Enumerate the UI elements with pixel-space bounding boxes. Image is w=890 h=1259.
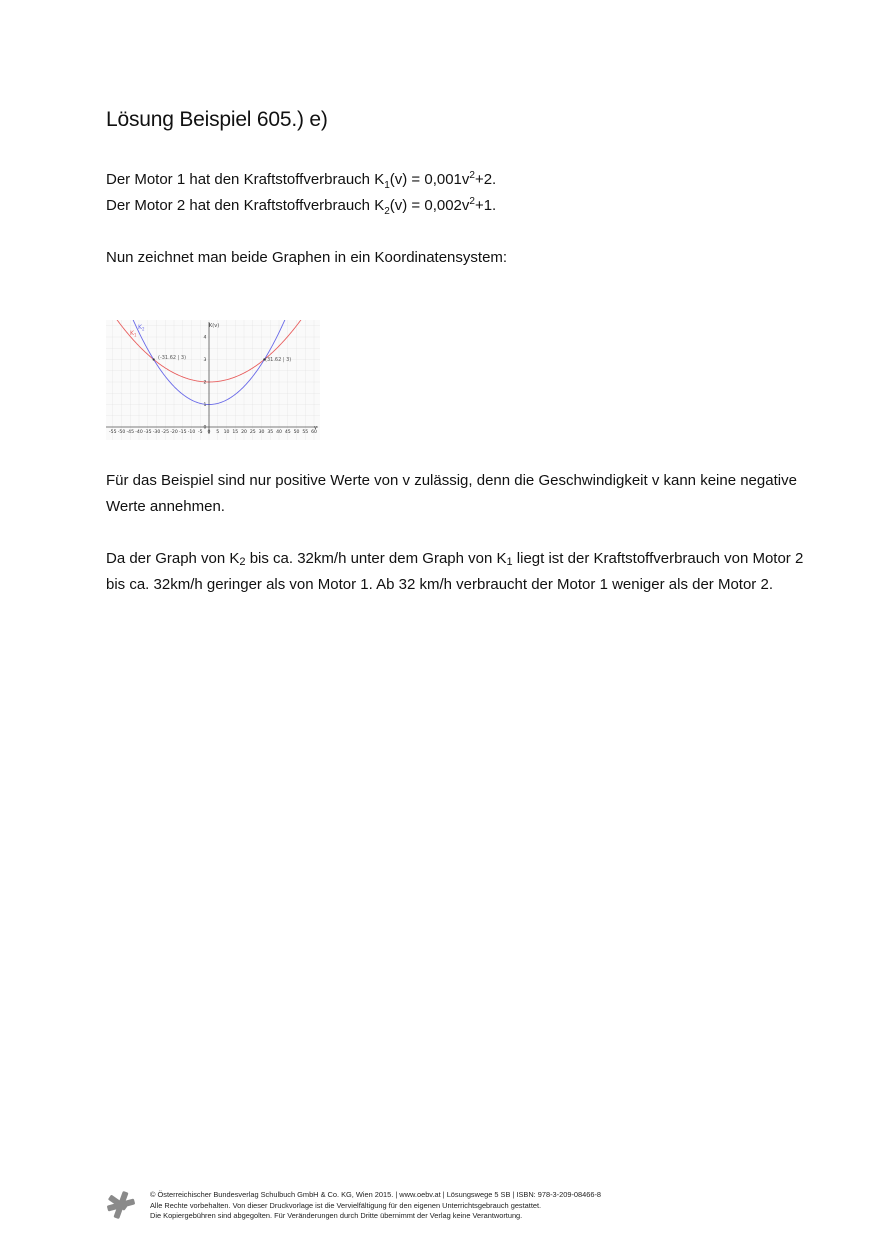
comparison-part2: bis ca. 32km/h unter dem Graph von K bbox=[245, 550, 507, 567]
x-tick-label: -5 bbox=[197, 430, 203, 435]
y-tick-label: 4 bbox=[203, 335, 207, 341]
footer-rights: Alle Rechte vorbehalten. Von dieser Druckvorlage ist die Vervielfältigung für den eigenen Unterrichtsgebrauch gestattet. bbox=[150, 1200, 542, 1210]
footer-disclaimer: Die Kopiergebühren sind abgegolten. Für Veränderungen durch Dritte übernimmt der Verlag keine Verantwortung. bbox=[150, 1211, 523, 1220]
motor1-middle: (v) = 0,001v bbox=[389, 171, 470, 188]
point-right-label: (31.62 | 3) bbox=[265, 357, 292, 363]
motor1-superscript: 2 bbox=[469, 170, 475, 181]
comparison-part1: Da der Graph von K bbox=[106, 550, 240, 567]
x-tick-label: 50 bbox=[293, 430, 300, 435]
x-tick-label: 0 bbox=[207, 430, 211, 435]
motor1-subscript: 1 bbox=[384, 180, 390, 191]
x-tick-label: 60 bbox=[311, 430, 317, 435]
page-title: Lösung Beispiel 605.) e) bbox=[106, 108, 328, 131]
x-tick-label: 45 bbox=[284, 430, 291, 435]
x-tick-label: 30 bbox=[258, 430, 265, 435]
curve-label-k2: $K_2$ bbox=[138, 324, 145, 332]
paragraph-comparison bbox=[106, 546, 806, 598]
point-left-label: (-31.62 | 3) bbox=[158, 355, 187, 361]
curve-label-k2-sub: 2 bbox=[141, 326, 145, 332]
intro-text: Nun zeichnet man beide Graphen in ein Koordinatensystem: bbox=[106, 249, 508, 266]
graph-svg bbox=[106, 320, 320, 440]
motor2-prefix: Der Motor 2 hat den Kraftstoffverbrauch K bbox=[106, 197, 385, 214]
x-tick-label: -35 bbox=[143, 430, 152, 435]
function-graph bbox=[106, 320, 320, 440]
motor2-subscript: 2 bbox=[384, 206, 390, 217]
comparison-part3: liegt ist der Kraftstoffverbrauch von Motor 2 bis ca. 32km/h geringer als von Motor 1. Ab 32 km/h verbraucht der Motor 1 weniger als der Motor 2. bbox=[106, 550, 804, 593]
y-tick-label: 2 bbox=[203, 380, 207, 386]
curve-label-k1-sub: 1 bbox=[133, 332, 137, 338]
motor1-prefix: Der Motor 1 hat den Kraftstoffverbrauch K bbox=[106, 171, 385, 188]
motor2-suffix: +1. bbox=[474, 197, 497, 214]
y-tick-labels bbox=[204, 335, 207, 431]
x-tick-label: -45 bbox=[126, 430, 135, 435]
x-axis-label: v bbox=[314, 425, 317, 431]
comparison-sub2: 1 bbox=[506, 556, 513, 568]
x-tick-label: 40 bbox=[276, 430, 282, 435]
paragraph-positive-values: Für das Beispiel sind nur positive Werte von v zulässig, denn die Geschwindigkeit v kann keine negative Werte annehmen. bbox=[106, 472, 797, 515]
x-tick-label: -50 bbox=[117, 430, 126, 435]
oebv-logo-icon bbox=[106, 1190, 136, 1220]
x-tick-label: -55 bbox=[108, 430, 117, 435]
y-axis-label: K(v) bbox=[209, 323, 220, 329]
graph-grid bbox=[106, 320, 320, 440]
motor2-superscript: 2 bbox=[469, 196, 475, 207]
footer-copyright: © Österreichischer Bundesverlag Schulbuch GmbH & Co. KG, Wien 2015. | www.oebv.at | Lösungswege 5 SB | ISBN: 978-3-209-08466-8 bbox=[150, 1190, 602, 1199]
x-tick-label: -40 bbox=[135, 430, 143, 435]
page-footer bbox=[106, 1188, 806, 1228]
x-tick-label: 10 bbox=[223, 430, 230, 435]
x-tick-label: -15 bbox=[178, 430, 187, 435]
footer-text bbox=[150, 1190, 601, 1222]
y-tick-label: 3 bbox=[203, 358, 207, 364]
x-tick-label: 25 bbox=[249, 430, 256, 435]
x-tick-label: 15 bbox=[232, 430, 239, 435]
y-tick-label: 0 bbox=[203, 425, 207, 431]
x-tick-labels bbox=[109, 429, 317, 435]
x-tick-label: 55 bbox=[302, 430, 309, 435]
x-tick-label: -30 bbox=[152, 430, 161, 435]
x-tick-label: 35 bbox=[267, 430, 274, 435]
x-tick-label: 5 bbox=[216, 430, 220, 435]
motor1-suffix: +2. bbox=[474, 171, 497, 188]
x-tick-label: -25 bbox=[161, 430, 170, 435]
motor2-formula-line bbox=[106, 196, 496, 216]
x-tick-label: 20 bbox=[241, 430, 247, 435]
motor1-formula-line bbox=[106, 170, 496, 190]
curve-label-k1: $K_1$ bbox=[130, 330, 137, 338]
x-tick-label: -20 bbox=[170, 430, 178, 435]
intersection-point-left bbox=[153, 358, 155, 360]
comparison-sub1: 2 bbox=[239, 556, 246, 568]
x-tick-label: -10 bbox=[187, 430, 196, 435]
y-tick-label: 1 bbox=[203, 403, 207, 409]
motor2-middle: (v) = 0,002v bbox=[389, 197, 470, 214]
